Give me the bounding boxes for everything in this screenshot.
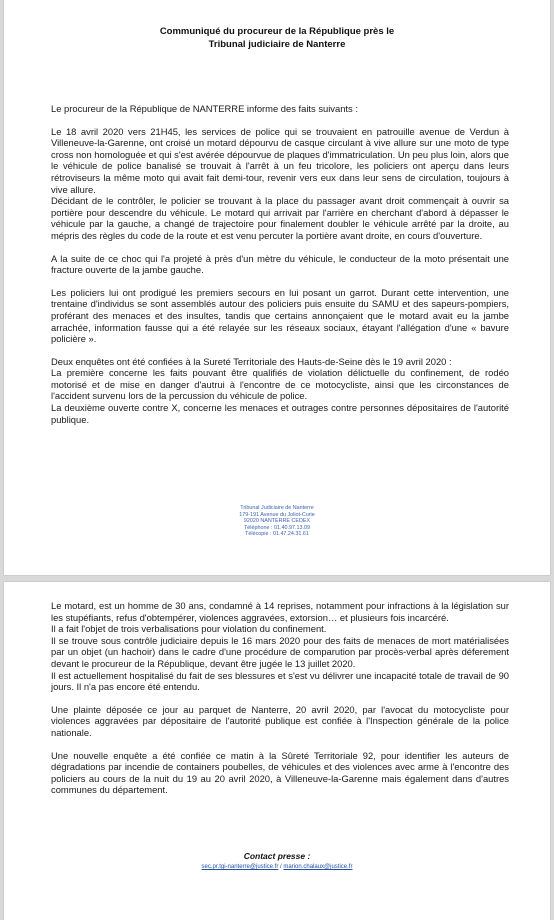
header-title-line-1: Communiqué du procureur de la République près le (159, 26, 395, 37)
address-line: 179-191 Avenue du Joliot-Curie (239, 511, 315, 518)
intro-paragraph: Le procureur de la République de NANTERRE informe des faits suivants : (51, 103, 358, 114)
paragraph: A la suite de ce choc qui l'a projeté à près d'un mètre du véhicule, le conducteur de la moto présentait une fracture ouverte de la jambe gauche. (51, 252, 509, 276)
paragraph: Une plainte déposée ce jour au parquet de Nanterre, 20 avril 2020, par l'avocat du motocycliste pour violences aggravées par dépositaire de l'autorité publique est confiée à l'Inspection générale de la police nationale. (51, 703, 509, 738)
paragraph: Les policiers lui ont prodigué les premiers secours en lui posant un garrot. Durant cette intervention, une trentaine d'individus se sont assemblés autour des policiers puis ensuite du SAMU et des sapeurs-pompiers, proférant des menaces et des insultes, tandis que certains annonçaient que le motard avait eu la jambe arrachée, information fausse qui a été relayée sur les réseaux sociaux, étayant l'allégation d'une « bavure policière ». (51, 286, 509, 345)
fax-line: Télécopie : 01.47.24.31.61 (245, 531, 309, 538)
paragraph: La première concerne les faits pouvant être qualifiés de violation délictuelle du confinement, de rodéo motorisé et de mise en danger d'autrui à l'encontre de ce motocycliste, ainsi que les circonstances de l'accident survenu lors de la percussion du véhicule de police. (51, 367, 509, 402)
paragraph: Le 18 avril 2020 vers 21H45, les services de police qui se trouvaient en patrouille avenue de Verdun à Villeneuve-la-Garenne, ont croisé un motard dépourvu de casque circulant à vive allure sur une moto de type cross non homologuée et qui s'est avérée dépourvue de plaques d'immatriculation. Un peu plus loin, alors que le véhicule de police banalisé se trouvait à l'arrêt à un feu tricolore, les policiers ont aperçu dans leurs rétroviseurs la même moto qui avait fait demi-tour, revenir vers eux dans leur sens de circulation, toujours à vive allure. (51, 125, 509, 195)
page1-body (51, 103, 509, 425)
paragraph: Il est actuellement hospitalisé du fait de ses blessures et s'est vu délivrer une incapacité totale de travail de 90 jours. Il n'a pas encore été entendu. (51, 669, 509, 693)
email-link-chalaux[interactable]: marion.chalaux@justice.fr (283, 864, 353, 870)
document-page-1 (4, 0, 550, 575)
address-line: 92020 NANTERRE CEDEX (243, 518, 311, 525)
email-separator: / (280, 864, 282, 870)
paragraph: Deux enquêtes ont été confiées à la Sureté Territoriale des Hauts-de-Seine dès le 19 avril 2020 : (51, 355, 452, 367)
paragraph: Une nouvelle enquête a été confiée ce matin à la Sûreté Territoriale 92, pour identifier les auteurs de dégradations par incendie de containers poubelles, de véhicules et des violences avec arme à l'encontre des policiers au cours de la nuit du 19 au 20 avril 2020, à Villeneuve-la-Garenne mais également dans d'autres communes du département. (51, 749, 509, 796)
address-line: Tribunal Judiciaire de Nanterre (240, 505, 314, 511)
paragraph: Il se trouve sous contrôle judiciaire depuis le 16 mars 2020 pour des faits de menaces de mort matérialisées par un objet (un hachoir) dans le cadre d'une procédure de comparution par procès-verbal après déferement devant le procureur de la République, devant être jugée le 13 juillet 2020. (51, 634, 509, 669)
paragraph: La deuxième ouverte contre X, concerne les menaces et outrages contre personnes dépositaires de l'autorité publique. (51, 402, 509, 425)
document-page-2 (4, 582, 550, 920)
contact-title: Contact presse : (243, 851, 311, 861)
paragraph: Il a fait l'objet de trois verbalisations pour violation du confinement. (51, 623, 327, 635)
header-title-line-2: Tribunal judiciaire de Nanterre (208, 39, 346, 50)
page2-body (51, 600, 509, 796)
communique-header (4, 25, 550, 51)
press-contact-block (4, 850, 550, 872)
paragraph: Le motard, est un homme de 30 ans, condamné à 14 reprises, notamment pour infractions à la législation sur les stupéfiants, refus d'obtempérer, violences aggravées, extorsion… et plusieurs fois incarcéré. (51, 600, 509, 623)
paragraph: Décidant de le contrôler, le policier se trouvant à la place du passager avant droit commençait à ouvrir sa portière pour descendre du véhicule. Le motard qui arrivait par l'arrière en cherchant d'abord à dépasser le véhicule par la gauche, a changé de trajectoire pour finalement doubler le véhicule arrêté par la droite, au mépris des règles du code de la route et est venu percuter la portière avant droite, en cours d'ouverture. (51, 195, 509, 241)
contact-emails (4, 862, 550, 872)
court-address-block (4, 505, 550, 538)
phone-line: Téléphone : 01.40.97.13.09 (244, 524, 310, 531)
email-link-tgi[interactable]: sec.pr.tgi-nanterre@justice.fr (201, 864, 279, 870)
